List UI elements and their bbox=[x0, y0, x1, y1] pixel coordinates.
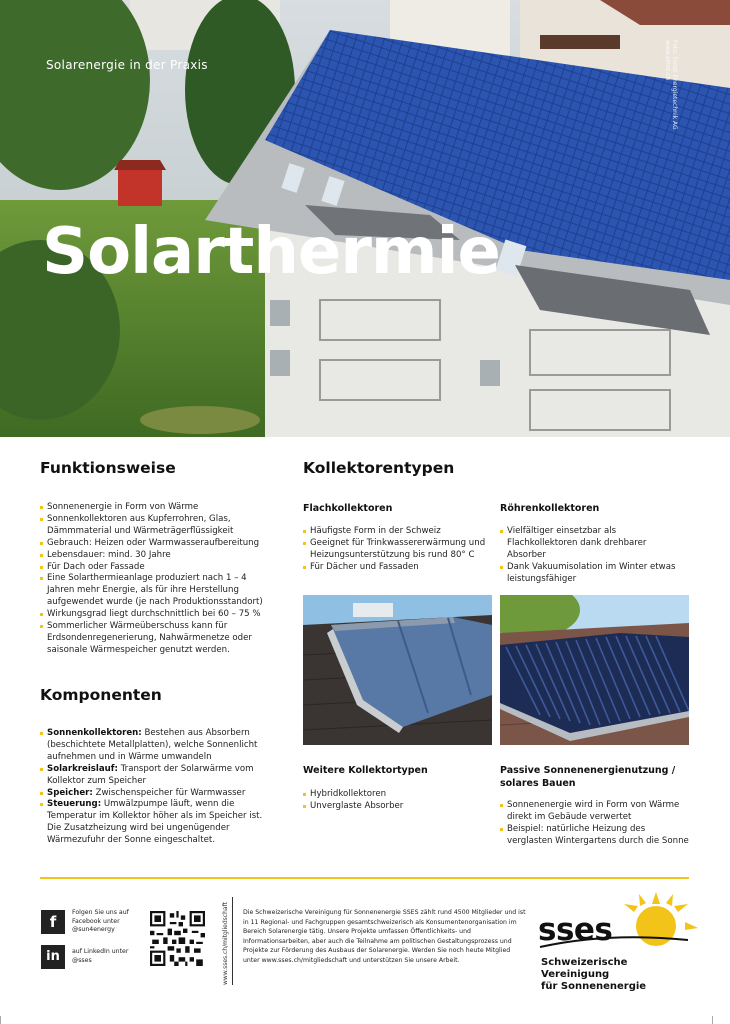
org-name-line: für Sonnenenergie bbox=[541, 981, 647, 992]
term-text: Umwälzpumpe läuft, wenn die Temperatur im Kollektor höher als im Speicher ist. Die Zusatzheizung wird bei ungenügender Wärmezufuhr der Sonne eingeschaltet. bbox=[47, 799, 263, 846]
list-item bbox=[40, 799, 270, 847]
facebook-icon[interactable]: f bbox=[41, 910, 65, 934]
list-item bbox=[40, 788, 270, 800]
facebook-line: Facebook unter bbox=[72, 917, 120, 925]
weitere-kollektortypen-list bbox=[303, 789, 493, 813]
list-item: Sonnenenergie in Form von Wärme bbox=[40, 502, 270, 514]
list-item: Dank Vakuumisolation im Winter etwas leistungsfähiger bbox=[500, 562, 685, 586]
term-text: Bestehen aus Absorbern (beschichtete Metallplatten), welche Sonnenlicht aufnehmen und in Wärme umwandeln bbox=[47, 728, 258, 762]
funktionsweise-heading: Funktionsweise bbox=[40, 459, 176, 477]
hero-section bbox=[0, 0, 730, 437]
hero-kicker: Solarenergie in der Praxis bbox=[46, 58, 208, 72]
list-item: Für Dach oder Fassade bbox=[40, 562, 270, 574]
crop-mark bbox=[712, 1016, 713, 1024]
term-text: Zwischenspeicher für Warmwasser bbox=[92, 787, 246, 798]
list-item: Sommerlicher Wärmeüberschuss kann für Erdsondenregenerierung, Nahwärmenetze oder saisonale Wärmespeicher genutzt werden. bbox=[40, 621, 270, 657]
flachkollektoren-heading: Flachkollektoren bbox=[303, 503, 393, 514]
list-item: Häufigste Form in der Schweiz bbox=[303, 526, 493, 538]
sses-logo bbox=[538, 892, 698, 992]
footer-divider bbox=[40, 877, 689, 879]
linkedin-handle[interactable]: @sses bbox=[72, 956, 92, 964]
flachkollektor-photo bbox=[303, 595, 492, 745]
qr-code[interactable] bbox=[150, 911, 205, 966]
list-item: Beispiel: natürliche Heizung des verglasten Wintergartens durch die Sonne bbox=[500, 824, 690, 848]
passive-sonnenenergie-heading: Passive Sonnenenergienutzung / solares Bauen bbox=[500, 765, 676, 789]
passive-sonnenenergie-list bbox=[500, 800, 690, 848]
linkedin-line: auf LinkedIn unter bbox=[72, 948, 129, 955]
funktionsweise-list bbox=[40, 502, 270, 657]
list-item: Hybridkollektoren bbox=[303, 789, 493, 801]
flachkollektoren-list bbox=[303, 526, 493, 574]
list-item: Wirkungsgrad liegt durchschnittlich bei 60 – 75 % bbox=[40, 609, 270, 621]
linkedin-text bbox=[72, 948, 128, 965]
term-text: Transport der Solarwärme vom Kollektor zum Speicher bbox=[47, 763, 254, 786]
list-item: Sonnenkollektoren aus Kupferrohren, Glas, Dämmmaterial und Wärmeträgerflüssigkeit bbox=[40, 514, 270, 538]
list-item: Unverglaste Absorber bbox=[303, 801, 493, 813]
list-item: Sonnenenergie wird in Form von Wärme direkt im Gebäude verwertet bbox=[500, 800, 690, 824]
term: Sonnenkollektoren: bbox=[47, 728, 142, 738]
roehrenkollektor-photo bbox=[500, 595, 689, 745]
org-name-line: Schweizerische Vereinigung bbox=[541, 957, 628, 980]
crop-mark bbox=[0, 1016, 1, 1024]
list-item: Vielfältiger einsetzbar als Flachkollektoren dank drehbarer Absorber bbox=[500, 526, 685, 562]
footer-vertical-divider bbox=[232, 897, 233, 985]
komponenten-list bbox=[40, 728, 270, 847]
list-item: Eine Solarthermieanlage produziert nach 1 – 4 Jahren mehr Energie, als für ihre Herstellung aufgewendet wurde (je nach Produktionsstandort) bbox=[40, 573, 270, 609]
about-text: Die Schweizerische Vereinigung für Sonnenenergie SSES zählt rund 4500 Mitglieder und ist in 11 Regional- und Fachgruppen gesamtschweizerisch als Konsumentenorganisation im Bereich Solarenergie tätig. Unsere Projekte umfassen Öffentlichkeits- und Informationsarbeiten, aber auch die Teilnahme am politischen Gestaltungsprozess und Projekte zur Förderung des Ausbaus der Solarenergie. Werden Sie noch heute Mitglied unter www.sses.ch/mitgliedschaft und unterstützen Sie unsere Arbeit. bbox=[243, 909, 526, 964]
term: Solarkreislauf: bbox=[47, 763, 118, 774]
page-title: Solarthermie bbox=[42, 215, 500, 289]
linkedin-icon[interactable]: in bbox=[41, 945, 65, 969]
roehrenkollektor-image bbox=[500, 595, 689, 745]
photo-credit bbox=[664, 40, 678, 130]
roehrenkollektoren-list bbox=[500, 526, 685, 586]
list-item: Für Dächer und Fassaden bbox=[303, 562, 493, 574]
photo-credit-line: Foto: Ernst Energietechnik AG bbox=[671, 40, 678, 130]
list-item: Gebrauch: Heizen oder Warmwasseraufbereitung bbox=[40, 538, 270, 550]
org-name bbox=[541, 957, 698, 993]
list-item: Geeignet für Trinkwassererwärmung und Heizungsunterstützung bis rund 80° C bbox=[303, 538, 493, 562]
roehrenkollektoren-heading: Röhrenkollektoren bbox=[500, 503, 600, 514]
list-item bbox=[40, 728, 270, 764]
list-item bbox=[40, 764, 270, 788]
facebook-line: Folgen Sie uns auf bbox=[72, 909, 129, 916]
weitere-kollektortypen-heading: Weitere Kollektortypen bbox=[303, 765, 428, 776]
term: Speicher: bbox=[47, 787, 93, 798]
flachkollektor-image bbox=[303, 595, 492, 745]
facebook-handle[interactable]: @sun4energy bbox=[72, 926, 115, 934]
list-item: Lebensdauer: mind. 30 Jahre bbox=[40, 550, 270, 562]
facebook-text bbox=[72, 909, 129, 935]
kollektorentypen-heading: Kollektorentypen bbox=[303, 459, 455, 477]
photo-credit-url: www.ernst.ch bbox=[664, 40, 671, 81]
term: Steuerung: bbox=[47, 799, 102, 810]
komponenten-heading: Komponenten bbox=[40, 686, 162, 704]
logo-wordmark: sses bbox=[538, 912, 613, 948]
membership-url[interactable]: www.sses.ch/mitgliedschaft bbox=[222, 902, 229, 985]
